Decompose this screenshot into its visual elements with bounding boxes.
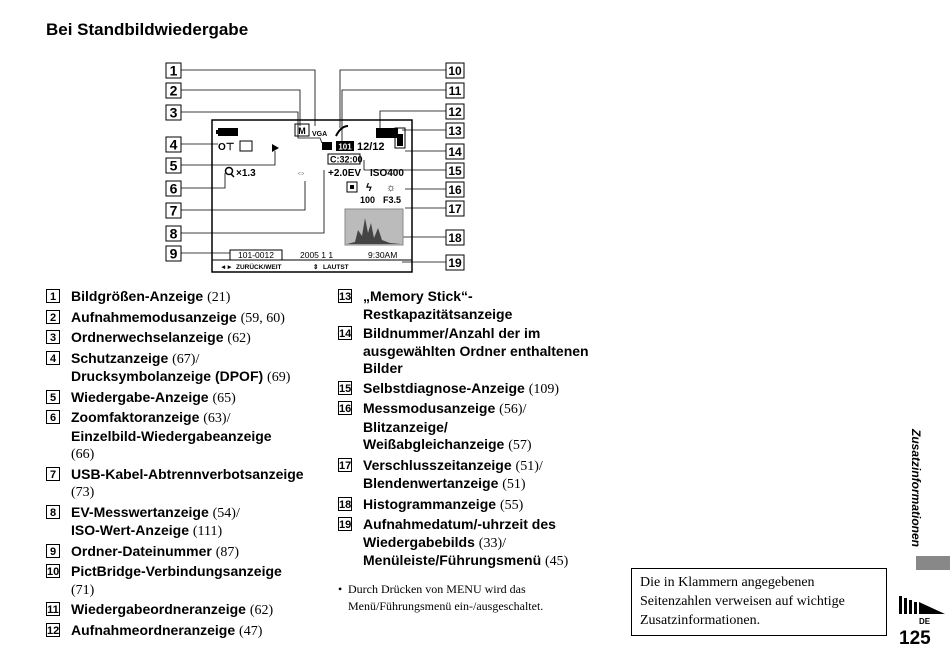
legend-number: 7 (46, 467, 60, 481)
info-box: Die in Klammern angegebenen Seitenzahlen verweisen auf wichtige Zusatzinformationen. (631, 568, 887, 636)
svg-text:LAUTST: LAUTST (323, 264, 349, 271)
callout-1 (166, 63, 181, 79)
callout-11 (446, 83, 464, 98)
legend-number: 1 (46, 289, 60, 303)
legend-number: 5 (46, 390, 60, 404)
legend-item-1: 1 Bildgrößen-Anzeige (21) (46, 288, 306, 307)
callout-9 (166, 246, 181, 262)
legend-item-6: 6 Zoomfaktoranzeige (63)/ Einzelbild-Wiedergabeanzeige (66) (46, 409, 306, 464)
svg-text:⇕: ⇕ (313, 264, 319, 271)
svg-text:M: M (298, 126, 306, 136)
legend-number: 19 (339, 519, 352, 531)
legend-number: 18 (339, 498, 352, 511)
legend-number: 14 (339, 328, 352, 340)
svg-text:6: 6 (169, 180, 178, 197)
print-icon (240, 141, 252, 151)
callout-2 (166, 83, 181, 99)
legend-item-14: 14 Bildnummer/Anzahl der im ausgewählten Ordner enthaltenen Bilder (339, 325, 589, 376)
callout-15 (446, 163, 464, 178)
legend-item-15: 15 Selbstdiagnose-Anzeige (109) (339, 379, 560, 397)
screen-icons (216, 124, 405, 271)
legend-item-9: 9 Ordner-Dateinummer (87) (46, 543, 306, 562)
callout-12 (446, 104, 464, 119)
svg-text:×1.3: ×1.3 (236, 168, 256, 179)
callout-boxes-right (446, 63, 464, 270)
svg-text:+2.0EV: +2.0EV (328, 168, 362, 179)
language-code: DE (919, 617, 931, 626)
legend-item-10: 10 PictBridge-Verbindungsanzeige (71) (47, 563, 282, 598)
callout-5 (166, 158, 181, 174)
svg-text:3: 3 (169, 104, 178, 121)
zoom-icon (226, 168, 233, 175)
svg-text:12/12: 12/12 (357, 141, 385, 153)
svg-text:16: 16 (448, 183, 462, 197)
svg-text:ZURÜCK/WEIT: ZURÜCK/WEIT (236, 264, 282, 271)
page-number: 125 (899, 628, 931, 649)
svg-text:17: 17 (448, 202, 462, 216)
legend-list-left (46, 288, 306, 642)
callout-14 (446, 144, 464, 159)
callout-8 (166, 226, 181, 242)
svg-text:8: 8 (169, 225, 178, 242)
legend-item-13: 13 „Memory Stick“-Restkapazitätsanzeige (339, 288, 513, 322)
section-marker-bar (916, 556, 950, 570)
svg-text:19: 19 (448, 256, 462, 270)
legend-number: 13 (339, 291, 352, 303)
svg-text:12: 12 (448, 105, 462, 119)
svg-text:1: 1 (169, 62, 178, 79)
legend-item-18: 18 Histogrammanzeige (55) (339, 495, 524, 513)
svg-text:2: 2 (169, 82, 178, 99)
legend-list-right (338, 288, 598, 573)
legend-number: 2 (46, 310, 60, 324)
white-balance-icon: ☼ (386, 182, 397, 194)
legend-item-8: 8 EV-Messwertanzeige (54)/ ISO-Wert-Anzeige (111) (46, 504, 306, 541)
legend-item-7: 7 USB-Kabel-Abtrennverbotsanzeige (73) (46, 466, 306, 502)
svg-text:9: 9 (169, 245, 178, 262)
legend-item-3: 3 Ordnerwechselanzeige (62) (46, 329, 306, 348)
svg-text:101: 101 (338, 142, 352, 152)
legend-item-2: 2 Aufnahmemodusanzeige (59, 60) (46, 309, 306, 328)
svg-text:4: 4 (169, 136, 178, 153)
menu-note: • Durch Drücken von MENU wird das Menü/Führungsmenü ein-/ausgeschaltet. (338, 581, 618, 615)
page-corner-icon (899, 594, 945, 616)
svg-text:10: 10 (448, 64, 462, 78)
legend-number: 10 (47, 566, 60, 578)
svg-text:100: 100 (360, 195, 376, 205)
svg-text:13: 13 (448, 124, 462, 138)
usb-icon: ⇔ (296, 168, 306, 179)
legend-item-19: 19 Aufnahmedatum/-uhrzeit des Wiedergabebilds (33)/ Menüleiste/Führungsmenü (45) (339, 516, 569, 569)
callout-17 (446, 201, 464, 216)
legend-number: 12 (47, 624, 60, 637)
svg-text:◄►: ◄► (220, 264, 233, 271)
callout-16 (446, 182, 464, 197)
legend-number: 15 (339, 382, 352, 395)
svg-text:9:30AM: 9:30AM (368, 250, 398, 260)
legend-number: 3 (46, 330, 60, 344)
callout-3 (166, 105, 181, 121)
svg-text:11: 11 (448, 84, 462, 98)
side-tab-label: Zusatzinformationen (909, 428, 923, 547)
svg-text:15: 15 (448, 164, 462, 178)
flash-icon: ϟ (366, 182, 372, 194)
legend-number: 4 (46, 351, 60, 365)
side-tab (906, 425, 926, 550)
legend-number: 6 (46, 410, 60, 424)
legend-number: 17 (339, 459, 352, 472)
callout-4 (166, 137, 181, 153)
legend-number: 9 (46, 544, 60, 558)
section-heading: Bei Standbildwiedergabe (46, 20, 249, 39)
svg-text:7: 7 (169, 202, 178, 219)
callout-6 (166, 181, 181, 197)
svg-text:14: 14 (448, 145, 462, 159)
legend-number: 16 (339, 403, 352, 415)
callout-10 (446, 63, 464, 78)
svg-text:101-0012: 101-0012 (238, 250, 274, 260)
callout-13 (446, 123, 464, 138)
svg-text:VGA: VGA (312, 131, 328, 138)
legend-item-5: 5 Wiedergabe-Anzeige (65) (46, 389, 306, 408)
callout-boxes-left (166, 63, 181, 262)
callout-18 (446, 230, 464, 245)
callout-19 (446, 255, 464, 270)
svg-text:C:32:00: C:32:00 (330, 154, 363, 165)
svg-text:2005 1 1: 2005 1 1 (300, 250, 334, 260)
legend-item-12: 12 Aufnahmeordneranzeige (47) (47, 621, 263, 639)
legend-item-16: 16 Messmodusanzeige (56)/ Blitzanzeige/ Weißabgleichanzeige (57) (339, 400, 532, 453)
callout-7 (166, 203, 181, 219)
leader-lines (181, 70, 446, 262)
play-icon (272, 144, 279, 152)
svg-text:18: 18 (448, 231, 462, 245)
key-icon: O⊤ (218, 142, 235, 153)
svg-text:F3.5: F3.5 (383, 195, 402, 205)
svg-text:ISO400: ISO400 (370, 168, 404, 179)
legend-number: 11 (47, 604, 59, 616)
battery-icon (218, 128, 238, 136)
folder-icon (322, 142, 332, 150)
legend-item-11: 11 Wiedergabeordneranzeige (62) (47, 601, 274, 618)
svg-text:5: 5 (169, 157, 178, 174)
legend-number: 8 (46, 505, 60, 519)
legend-item-17: 17 Verschlusszeitanzeige (51)/ Blendenwertanzeige (51) (339, 456, 543, 492)
legend-item-4: 4 Schutzanzeige (67)/ Drucksymbolanzeige (DPOF) (69) (46, 350, 306, 387)
lcd-diagram (150, 58, 480, 280)
